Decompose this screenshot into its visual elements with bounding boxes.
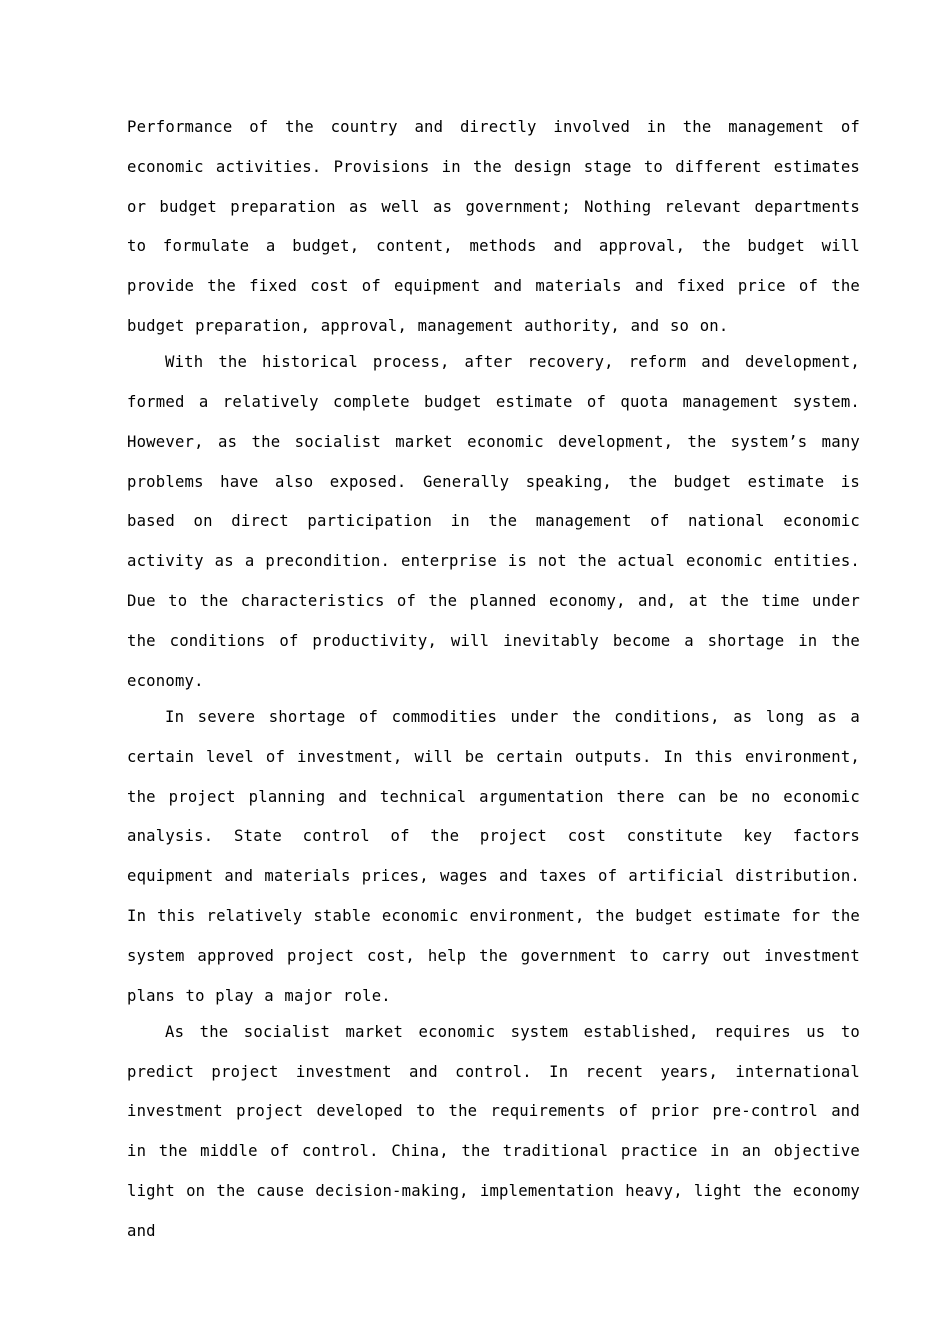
body-text (127, 108, 860, 1252)
paragraph-3: In severe shortage of commodities under the conditions, as long as a certain level of investment, will be certain outputs. In this environment, the project planning and technical argumentation there can be no economic analysis. State control of the project cost constitute key factors equipment and materials prices, wages and taxes of artificial distribution. In this relatively stable economic environment, the budget estimate for the system approved project cost, help the government to carry out investment plans to play a major role. (127, 707, 860, 1005)
paragraph-2: With the historical process, after recovery, reform and development, formed a relatively complete budget estimate of quota management system. However, as the socialist market economic development, the system’s many problems have also exposed. Generally speaking, the budget estimate is based on direct participation in the management of national economic activity as a precondition. enterprise is not the actual economic entities. Due to the characteristics of the planned economy, and, at the time under the conditions of productivity, will inevitably become a shortage in the economy. (127, 353, 860, 690)
paragraph-4: As the socialist market economic system established, requires us to predict project investment and control. In recent years, international investment project developed to the requirements of prior pre-control and in the middle of control. China, the traditional practice in an objective light on the cause decision-making, implementation heavy, light the economy and (127, 1022, 860, 1240)
paragraph-1: Performance of the country and directly involved in the management of economic activities. Provisions in the design stage to different estimates or budget preparation as well as government; Nothing relevant departments to formulate a budget, content, methods and approval, the budget will provide the fixed cost of equipment and materials and fixed price of the budget preparation, approval, management authority, and so on. (127, 118, 860, 335)
